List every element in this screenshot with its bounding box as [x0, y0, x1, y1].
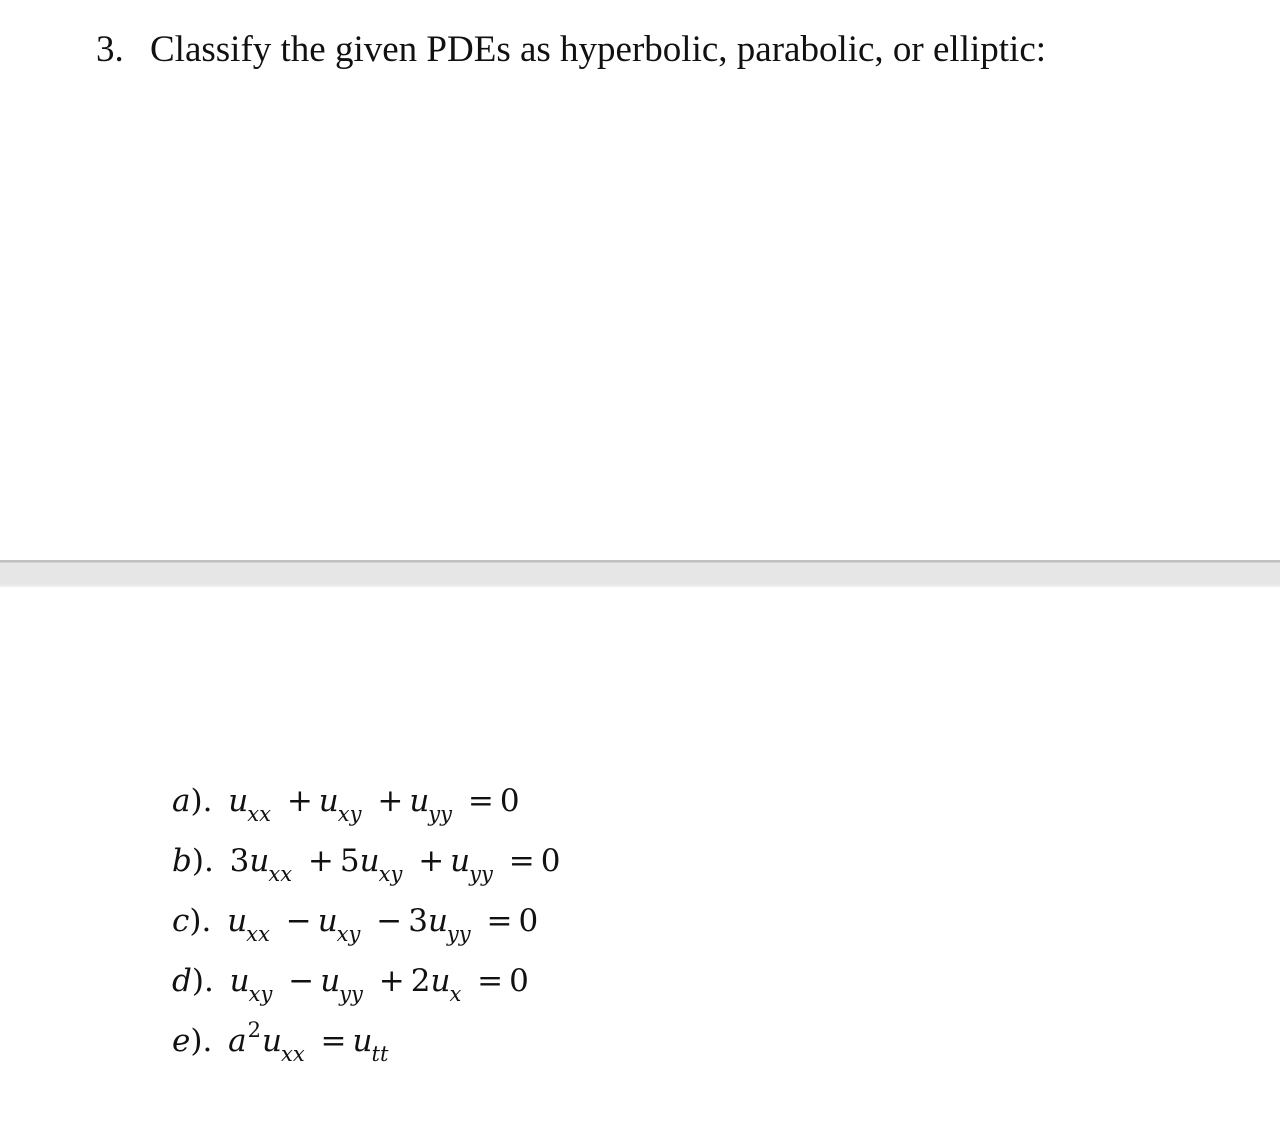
equals-sign: =: [486, 903, 513, 939]
operator: −: [376, 903, 403, 939]
term-variable: u: [450, 843, 471, 879]
equation-a: [172, 778, 560, 838]
operator: +: [307, 843, 334, 879]
term-coefficient: 5: [339, 843, 360, 879]
equals-sign: =: [477, 963, 504, 999]
term-variable: u: [409, 783, 430, 819]
equation-label: d).: [172, 963, 214, 999]
term-subscript: tt: [371, 1042, 389, 1066]
term-variable: u: [430, 963, 451, 999]
page-divider: [0, 560, 1280, 587]
equation-d: [172, 958, 560, 1018]
term-variable: u: [229, 963, 250, 999]
equation-e: [172, 1018, 560, 1078]
operator: −: [288, 963, 315, 999]
term-subscript: xx: [281, 1042, 305, 1066]
operator: +: [378, 963, 405, 999]
equation-label: c).: [172, 903, 212, 939]
term-superscript: 2: [247, 1018, 262, 1042]
term-subscript: xy: [378, 862, 403, 886]
term-coefficient: 2: [410, 963, 431, 999]
term-variable: u: [318, 783, 339, 819]
right-hand-side: 0: [499, 783, 520, 819]
equation-label: e).: [172, 1023, 213, 1059]
question-number: 3.: [96, 29, 124, 70]
operator: −: [285, 903, 312, 939]
term-subscript: yy: [446, 922, 471, 946]
term-variable: u: [262, 1023, 282, 1059]
term-subscript: yy: [428, 802, 453, 826]
question-text: Classify the given PDEs as hyperbolic, parabolic, or elliptic:: [150, 29, 1047, 70]
term-variable: u: [427, 903, 448, 939]
term-subscript: yy: [339, 982, 363, 1006]
equation-b: [172, 838, 560, 898]
term-subscript: xx: [246, 922, 270, 946]
term-variable: a: [228, 1023, 247, 1059]
term-variable: u: [227, 903, 248, 939]
right-hand-side: 0: [540, 843, 561, 879]
equals-sign: =: [320, 1023, 347, 1059]
term-variable: u: [320, 963, 341, 999]
right-hand-side: 0: [518, 903, 539, 939]
term-variable: u: [228, 783, 249, 819]
term-variable: u: [317, 903, 338, 939]
term-subscript: xx: [247, 802, 271, 826]
term-subscript: xx: [268, 862, 293, 886]
term-variable: u: [249, 843, 270, 879]
term-variable: u: [352, 1023, 373, 1059]
term-coefficient: 3: [408, 903, 428, 939]
operator: +: [377, 783, 404, 819]
equals-sign: =: [508, 843, 535, 879]
term-subscript: xy: [248, 982, 273, 1006]
term-subscript: xy: [337, 802, 362, 826]
term-subscript: yy: [469, 862, 493, 886]
equation-list: [172, 778, 560, 1078]
right-hand-side: 0: [509, 963, 529, 999]
term-subscript: xy: [336, 922, 361, 946]
equation-label: b).: [172, 843, 214, 879]
term-subscript: x: [449, 982, 462, 1006]
term-coefficient: 3: [229, 843, 250, 879]
equals-sign: =: [467, 783, 494, 819]
equation-c: [172, 898, 560, 958]
equation-label: a).: [172, 783, 213, 819]
operator: +: [418, 843, 445, 879]
operator: +: [286, 783, 313, 819]
question-heading: [96, 28, 1046, 72]
term-variable: u: [359, 843, 380, 879]
